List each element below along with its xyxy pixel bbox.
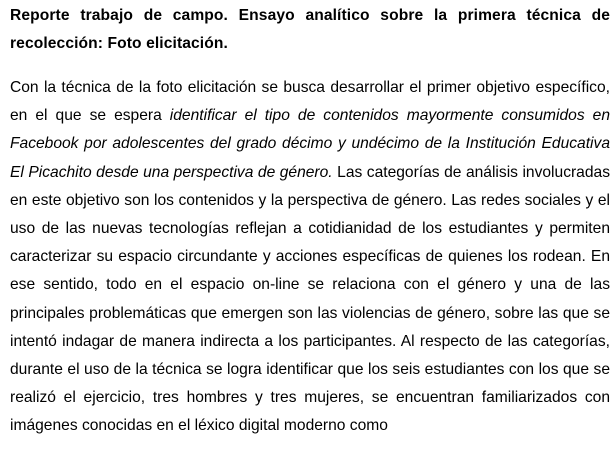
body-paragraph [10, 74, 610, 441]
paragraph-intro: Con la técnica de la foto elicitación se busca desarrollar el primer objetivo específico, en el que se espera [10, 79, 610, 125]
paragraph-continuation: Las categorías de análisis involucradas en este objetivo son los contenidos y la perspectiva de género. Las redes sociales y el uso de las nuevas tecnologías reflejan a cotidianidad de los estudiantes y permiten caracterizar su espacio circundante y acciones específicas de quienes los rodean. En ese sentido, todo en el espacio on-line se relaciona con el género y una de las principales problemáticas que emergen son las violencias de género, sobre las que se intentó indagar de manera indirecta a los participantes. Al respecto de las categorías, durante el uso de la técnica se logra identificar que los seis estudiantes con los que se realizó el ejercicio, tres hombres y tres mujeres, se encuentran familiarizados con imágenes conocidas en el léxico digital moderno como [10, 163, 611, 435]
document-title: Reporte trabajo de campo. Ensayo analítico sobre la primera técnica de recolección: Foto elicitación. [10, 7, 610, 52]
objective-italic-text: identificar el tipo de contenidos mayormente consumidos en Facebook por adolescentes del grado décimo y undécimo de la Institución Educativa El Picachito desde una perspectiva de género. [10, 107, 610, 181]
